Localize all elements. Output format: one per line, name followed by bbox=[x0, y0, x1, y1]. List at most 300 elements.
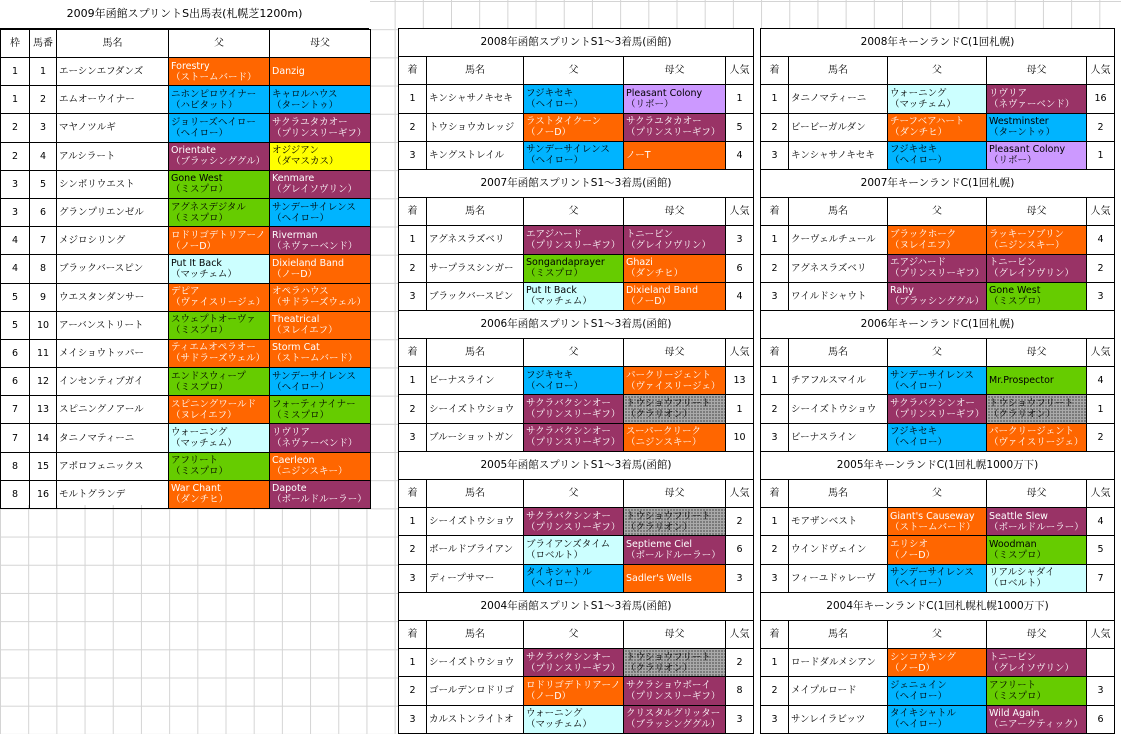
sire-cell bbox=[524, 113, 624, 141]
bms-cell-line-2: （ネヴァーベンド） bbox=[272, 438, 358, 450]
rank-cell: 2 bbox=[399, 113, 427, 141]
bms-cell-line-1: トニービン bbox=[989, 651, 1037, 663]
horse-name-cell: アポロフェニックス bbox=[57, 452, 169, 480]
horse-name-cell: インセンティブガイ bbox=[57, 368, 169, 396]
sire-cell-line-2: （ストームバード） bbox=[171, 71, 257, 83]
sire-cell bbox=[169, 396, 270, 424]
rank-cell: 3 bbox=[761, 705, 789, 733]
header-name: 馬名 bbox=[427, 198, 524, 226]
sire-cell-line-2: （ヌレイエフ） bbox=[890, 239, 956, 251]
sire-cell-line-1: ジェニュイン bbox=[890, 679, 947, 691]
section-title: 2004年函館スプリントS1～3着馬(函館) bbox=[399, 592, 754, 620]
bms-cell-line-1: Theatrical bbox=[272, 314, 320, 326]
bms-cell-line-1: パークリージェント bbox=[989, 426, 1075, 438]
rank-cell: 2 bbox=[761, 677, 789, 705]
sire-cell-line-1: Put It Back bbox=[171, 257, 222, 269]
sire-cell-line-1: ジョリーズヘイロー bbox=[171, 116, 256, 128]
table-row bbox=[761, 367, 1115, 395]
horse-name-cell: ビービーガルダン bbox=[789, 113, 888, 141]
table-row bbox=[1, 480, 371, 508]
sire-cell-line-2: （ミスプロ） bbox=[526, 268, 584, 280]
bms-cell-line-1: Danzig bbox=[272, 66, 305, 78]
bms-cell bbox=[270, 339, 371, 367]
horse-name-cell: ブラックバースピン bbox=[57, 255, 169, 283]
sire-cell-line-2: （プリンスリーギフ） bbox=[890, 268, 985, 280]
header-rank: 着 bbox=[399, 480, 427, 508]
bms-cell bbox=[270, 283, 371, 311]
horse-name-cell: タニノマティーニ bbox=[789, 85, 888, 113]
horse-name-cell: トウショウカレッジ bbox=[427, 113, 524, 141]
horse-name-cell: アーバンストリート bbox=[57, 311, 169, 339]
bms-cell-line-1: ラッキーソブリン bbox=[989, 228, 1065, 240]
bms-cell-line-2: （ボールドルーラー） bbox=[272, 494, 367, 506]
horse-name-cell: キンシャサノキセキ bbox=[789, 141, 888, 169]
sire-cell-line-2: （ミスプロ） bbox=[171, 325, 229, 337]
bms-cell bbox=[270, 142, 371, 170]
rank-cell: 2 bbox=[399, 395, 427, 423]
bms-cell-line-1: スーパークリーク bbox=[626, 426, 702, 438]
table-row bbox=[1, 424, 371, 452]
bms-cell-line-2: （クラリオン） bbox=[626, 662, 693, 674]
bms-cell-line-2: （ボールドルーラー） bbox=[989, 521, 1084, 533]
bms-cell bbox=[270, 424, 371, 452]
bms-cell-line-2: （ブラッシンググル） bbox=[626, 719, 721, 731]
table-row bbox=[399, 508, 754, 536]
sire-cell-line-2: （ヌレイエフ） bbox=[171, 409, 237, 421]
bms-cell-line-2: （プリンスリーギフ） bbox=[626, 690, 721, 702]
bms-cell bbox=[270, 227, 371, 255]
table-row bbox=[1, 86, 371, 114]
sire-cell-line-2: （ダンチヒ） bbox=[890, 127, 948, 139]
bms-cell bbox=[624, 677, 726, 705]
table-row bbox=[761, 423, 1115, 451]
rank-cell: 2 bbox=[399, 677, 427, 705]
bms-cell bbox=[624, 423, 726, 451]
popularity-cell: 4 bbox=[726, 282, 754, 310]
bms-cell-line-1: Dixieland Band bbox=[272, 257, 344, 269]
sire-cell-line-1: ラストタイクーン bbox=[526, 116, 602, 128]
sire-cell bbox=[169, 255, 270, 283]
bms-cell bbox=[624, 395, 726, 423]
sire-cell-line-1: タイキシャトル bbox=[526, 567, 593, 579]
sire-cell-line-2: （マッチェム） bbox=[890, 98, 956, 110]
horse-name-cell: クーヴェルチュール bbox=[789, 226, 888, 254]
bms-cell-line-1: Wild Again bbox=[989, 708, 1040, 720]
main-title: 2009年函館スプリントS出馬表(札幌芝1200m) bbox=[0, 0, 369, 29]
horse-name-cell: ブルーショットガン bbox=[427, 423, 524, 451]
horse-name-cell: シンボリウエスト bbox=[57, 170, 169, 198]
horse-name-cell: ディープサマー bbox=[427, 564, 524, 592]
popularity-cell: 2 bbox=[1087, 254, 1115, 282]
sire-cell-line-2: （プリンスリーギフ） bbox=[526, 521, 621, 533]
header-pop: 人気 bbox=[726, 339, 754, 367]
sire-cell bbox=[169, 142, 270, 170]
sire-cell-line-2: （ミスプロ） bbox=[171, 184, 229, 196]
bms-cell-line-1: キャロルハウス bbox=[272, 88, 338, 100]
bms-cell bbox=[624, 226, 726, 254]
umaban-cell: 5 bbox=[30, 170, 57, 198]
sire-cell-line-2: （ヘイロー） bbox=[890, 437, 948, 449]
sire-cell-line-2: （マッチェム） bbox=[171, 438, 237, 450]
bms-cell bbox=[987, 536, 1087, 564]
horse-name-cell: シーイズトウショウ bbox=[789, 395, 888, 423]
header-bms: 母父 bbox=[987, 198, 1087, 226]
bms-cell-line-2: （プリンスリーギフ） bbox=[626, 127, 721, 139]
bms-cell bbox=[987, 85, 1087, 113]
bms-cell bbox=[270, 114, 371, 142]
sire-cell bbox=[888, 367, 987, 395]
bms-cell-line-1: サクラショウボーイ bbox=[626, 679, 711, 691]
table-row bbox=[399, 141, 754, 169]
sire-cell-line-1: Orientate bbox=[171, 145, 217, 157]
bms-cell-line-2: （ヴァイスリージェ） bbox=[626, 380, 721, 392]
table-row bbox=[1, 311, 371, 339]
sire-cell-line-1: ウォーニング bbox=[890, 87, 947, 99]
bms-cell-line-1: ノーT bbox=[626, 149, 651, 161]
bms-cell bbox=[987, 423, 1087, 451]
header-sire: 父 bbox=[888, 620, 987, 648]
sire-cell-line-2: （ヘイロー） bbox=[890, 380, 948, 392]
sire-cell bbox=[888, 226, 987, 254]
rank-cell: 3 bbox=[399, 141, 427, 169]
bms-cell-line-2: （グレイソヴリン） bbox=[272, 184, 358, 196]
header-name: 馬名 bbox=[57, 30, 169, 58]
section-title-row bbox=[399, 29, 754, 57]
rank-cell: 1 bbox=[761, 649, 789, 677]
sire-cell-line-2: （マッチェム） bbox=[171, 268, 237, 280]
bms-cell-line-1: Seattle Slew bbox=[989, 510, 1048, 522]
sire-cell-line-2: （ヴァイスリージェ） bbox=[171, 297, 266, 309]
bms-cell-line-1: Dixieland Band bbox=[626, 285, 698, 297]
header-name: 馬名 bbox=[427, 339, 524, 367]
waku-cell: 6 bbox=[1, 339, 30, 367]
bms-cell-line-1: Pleasant Colony bbox=[626, 87, 703, 99]
header-name: 馬名 bbox=[789, 620, 888, 648]
header-sire: 父 bbox=[524, 620, 624, 648]
table-row bbox=[1, 58, 371, 86]
bms-cell-line-2: （ノーD） bbox=[272, 268, 318, 280]
bms-cell bbox=[624, 367, 726, 395]
bms-cell-line-2: （ダンチヒ） bbox=[626, 268, 684, 280]
sire-cell-line-2: （ヘイロー） bbox=[171, 127, 229, 139]
section-title-row bbox=[761, 451, 1115, 479]
sire-cell-line-1: ティエムオペラオー bbox=[171, 342, 256, 354]
bms-cell bbox=[270, 58, 371, 86]
table-row bbox=[399, 113, 754, 141]
popularity-cell: 1 bbox=[1087, 141, 1115, 169]
bms-cell-line-2: （ヘイロー） bbox=[272, 381, 330, 393]
bms-cell-line-2: （クラリオン） bbox=[626, 409, 693, 421]
sire-cell-line-2: （プリンスリーギフ） bbox=[526, 409, 621, 421]
horse-name-cell: スピニングノアール bbox=[57, 396, 169, 424]
sire-cell-line-1: アグネスデジタル bbox=[171, 201, 246, 213]
rank-cell: 3 bbox=[399, 705, 427, 733]
section-title-row bbox=[399, 451, 754, 479]
popularity-cell: 16 bbox=[1087, 85, 1115, 113]
popularity-cell: 1 bbox=[726, 395, 754, 423]
section-header-row bbox=[399, 620, 754, 648]
section-title: 2005年函館スプリントS1～3着馬(函館) bbox=[399, 451, 754, 479]
header-rank: 着 bbox=[399, 57, 427, 85]
header-bms: 母父 bbox=[624, 480, 726, 508]
header-sire: 父 bbox=[524, 339, 624, 367]
horse-name-cell: シーイズトウショウ bbox=[427, 508, 524, 536]
table-row bbox=[1, 339, 371, 367]
horse-name-cell: タニノマティーニ bbox=[57, 424, 169, 452]
sire-cell-line-1: サンデーサイレンス bbox=[526, 144, 610, 156]
rank-cell: 2 bbox=[761, 536, 789, 564]
sire-cell bbox=[169, 339, 270, 367]
waku-cell: 5 bbox=[1, 283, 30, 311]
bms-cell-line-1: オペラハウス bbox=[272, 286, 329, 298]
bms-cell bbox=[624, 85, 726, 113]
horse-name-cell: エムオーウイナー bbox=[57, 86, 169, 114]
bms-cell-line-1: トウショウフリート bbox=[626, 651, 711, 663]
header-sire: 父 bbox=[524, 480, 624, 508]
table-row bbox=[1, 227, 371, 255]
table-row bbox=[761, 649, 1115, 677]
table-row bbox=[1, 142, 371, 170]
bms-cell-line-1: Pleasant Colony bbox=[989, 144, 1066, 156]
header-rank: 着 bbox=[761, 480, 789, 508]
bms-cell-line-2: （ダマスカス） bbox=[272, 156, 339, 168]
horse-name-cell: キンシャサノキセキ bbox=[427, 85, 524, 113]
bms-cell bbox=[624, 508, 726, 536]
bms-cell-line-2: （ネヴァーベンド） bbox=[989, 98, 1075, 110]
section-title: 2008年函館スプリントS1～3着馬(函館) bbox=[399, 29, 754, 57]
sire-cell bbox=[169, 114, 270, 142]
umaban-cell: 9 bbox=[30, 283, 57, 311]
popularity-cell: 4 bbox=[1087, 508, 1115, 536]
section-header-row bbox=[761, 198, 1115, 226]
table-row bbox=[399, 226, 754, 254]
sire-cell-line-2: （プリンスリーギフ） bbox=[526, 662, 621, 674]
bms-cell-line-2: （ストームバード） bbox=[272, 353, 358, 365]
header-pop: 人気 bbox=[1087, 57, 1115, 85]
sire-cell-line-1: デピア bbox=[171, 286, 200, 298]
umaban-cell: 2 bbox=[30, 86, 57, 114]
section-title: 2004年キーンランドC(1回札幌札幌1000万下) bbox=[761, 592, 1115, 620]
horse-name-cell: ロードダルメシアン bbox=[789, 649, 888, 677]
rank-cell: 1 bbox=[399, 649, 427, 677]
horse-name-cell: メジロシリング bbox=[57, 227, 169, 255]
popularity-cell: 13 bbox=[726, 367, 754, 395]
sire-cell-line-2: （ストームバード） bbox=[890, 521, 976, 533]
bms-cell bbox=[987, 367, 1087, 395]
bms-cell-line-1: トウショウフリート bbox=[626, 398, 711, 410]
rank-cell: 3 bbox=[761, 423, 789, 451]
bms-cell-line-1: サンデーサイレンス bbox=[272, 201, 356, 213]
table-row bbox=[399, 254, 754, 282]
section-header-row bbox=[761, 480, 1115, 508]
rank-cell: 2 bbox=[761, 113, 789, 141]
header-rank: 着 bbox=[399, 198, 427, 226]
bms-cell-line-1: サクラユタカオー bbox=[626, 116, 702, 128]
section-title: 2007年函館スプリントS1～3着馬(函館) bbox=[399, 169, 754, 197]
sire-cell-line-2: （ミスプロ） bbox=[171, 466, 229, 478]
header-pop: 人気 bbox=[726, 620, 754, 648]
rank-cell: 3 bbox=[399, 423, 427, 451]
section-title-row bbox=[399, 592, 754, 620]
header-rank: 着 bbox=[399, 339, 427, 367]
sire-cell-line-2: （ヘイロー） bbox=[890, 155, 948, 167]
section-title-row bbox=[399, 169, 754, 197]
rank-cell: 1 bbox=[761, 367, 789, 395]
section-title-row bbox=[761, 592, 1115, 620]
sire-cell-line-1: フジキセキ bbox=[890, 144, 938, 156]
popularity-cell: 6 bbox=[726, 254, 754, 282]
horse-name-cell: マヤノツルギ bbox=[57, 114, 169, 142]
umaban-cell: 10 bbox=[30, 311, 57, 339]
table-row bbox=[1, 114, 371, 142]
sire-cell-line-2: （ヘイロー） bbox=[890, 690, 948, 702]
bms-cell bbox=[624, 282, 726, 310]
sire-cell-line-1: ウォーニング bbox=[526, 708, 583, 720]
rank-cell: 2 bbox=[761, 395, 789, 423]
table-row bbox=[761, 85, 1115, 113]
header-name: 馬名 bbox=[789, 198, 888, 226]
bms-cell-line-2: （ヌレイエフ） bbox=[272, 325, 338, 337]
sire-cell bbox=[524, 677, 624, 705]
table-row bbox=[399, 536, 754, 564]
bms-cell bbox=[624, 564, 726, 592]
umaban-cell: 6 bbox=[30, 198, 57, 226]
bms-cell bbox=[987, 113, 1087, 141]
header-pop: 人気 bbox=[1087, 339, 1115, 367]
bms-cell bbox=[270, 452, 371, 480]
sire-cell-line-1: シンコウキング bbox=[890, 651, 956, 663]
section-title: 2005年キーンランドC(1回札幌1000万下) bbox=[761, 451, 1115, 479]
bms-cell bbox=[270, 86, 371, 114]
umaban-cell: 11 bbox=[30, 339, 57, 367]
table-row bbox=[1, 396, 371, 424]
sire-cell bbox=[169, 311, 270, 339]
waku-cell: 2 bbox=[1, 114, 30, 142]
sire-cell-line-1: War Chant bbox=[171, 483, 221, 495]
horse-name-cell: ボールドブライアン bbox=[427, 536, 524, 564]
header-name: 馬名 bbox=[427, 57, 524, 85]
table-row bbox=[761, 677, 1115, 705]
sire-cell bbox=[888, 508, 987, 536]
table-row bbox=[761, 113, 1115, 141]
sire-cell-line-1: チーフベアハート bbox=[890, 116, 965, 128]
section-title-row bbox=[761, 29, 1115, 57]
bms-cell-line-2: （ネヴァーベンド） bbox=[272, 240, 358, 252]
rank-cell: 3 bbox=[399, 564, 427, 592]
horse-name-cell: シーイズトウショウ bbox=[427, 395, 524, 423]
header-bms: 母父 bbox=[624, 620, 726, 648]
bms-cell-line-1: Storm Cat bbox=[272, 342, 320, 354]
bms-cell-line-1: サクラユタカオー bbox=[272, 116, 348, 128]
header-name: 馬名 bbox=[789, 57, 888, 85]
header-name: 馬名 bbox=[427, 620, 524, 648]
popularity-cell: 1 bbox=[1087, 395, 1115, 423]
bms-cell bbox=[624, 141, 726, 169]
bms-cell-line-1: Ghazi bbox=[626, 257, 653, 269]
header-bms: 母父 bbox=[624, 57, 726, 85]
section-header-row bbox=[761, 57, 1115, 85]
sire-cell-line-1: スピニングワールド bbox=[171, 398, 257, 410]
horse-name-cell: ワイルドシャウト bbox=[789, 282, 888, 310]
rank-cell: 3 bbox=[761, 282, 789, 310]
sire-cell bbox=[524, 536, 624, 564]
header-sire: 父 bbox=[524, 198, 624, 226]
umaban-cell: 12 bbox=[30, 368, 57, 396]
header-bms: 母父 bbox=[624, 198, 726, 226]
bms-cell bbox=[987, 226, 1087, 254]
sire-cell-line-2: （ヘイロー） bbox=[890, 719, 948, 731]
right_sections-table bbox=[760, 28, 1115, 734]
sire-cell bbox=[169, 227, 270, 255]
popularity-cell: 2 bbox=[1087, 113, 1115, 141]
table-row bbox=[761, 564, 1115, 592]
sire-cell-line-1: エアジハード bbox=[526, 228, 582, 240]
bms-cell bbox=[987, 282, 1087, 310]
header-rank: 着 bbox=[761, 339, 789, 367]
bms-cell-line-1: リヴリア bbox=[989, 87, 1028, 99]
sire-cell bbox=[524, 649, 624, 677]
table-row bbox=[1, 170, 371, 198]
waku-cell: 3 bbox=[1, 198, 30, 226]
header-sire: 父 bbox=[888, 480, 987, 508]
bms-cell-line-2: （クラリオン） bbox=[989, 409, 1056, 421]
sire-cell-line-2: （ヘイロー） bbox=[526, 98, 584, 110]
bms-cell-line-1: Gone West bbox=[989, 285, 1041, 297]
bms-cell bbox=[987, 254, 1087, 282]
sire-cell-line-1: Giant's Causeway bbox=[890, 510, 975, 522]
bms-cell bbox=[987, 677, 1087, 705]
umaban-cell: 13 bbox=[30, 396, 57, 424]
sire-cell-line-2: （ハビタット） bbox=[171, 99, 238, 111]
sire-cell bbox=[524, 564, 624, 592]
section-title-row bbox=[399, 310, 754, 338]
header-rank: 着 bbox=[761, 620, 789, 648]
bms-cell-line-2: （クラリオン） bbox=[626, 521, 693, 533]
sire-cell-line-2: （ダンチヒ） bbox=[171, 494, 229, 506]
rank-cell: 2 bbox=[761, 254, 789, 282]
sire-cell bbox=[524, 254, 624, 282]
sire-cell-line-1: ブライアンズタイム bbox=[526, 538, 611, 550]
bms-cell-line-2: （ターントゥ） bbox=[272, 99, 339, 111]
keeneland-results-column bbox=[760, 28, 1121, 734]
popularity-cell bbox=[1087, 649, 1115, 677]
bms-cell-line-2: （ニジンスキー） bbox=[272, 466, 348, 478]
sire-cell-line-2: （ヘイロー） bbox=[526, 380, 584, 392]
bms-cell-line-1: トニービン bbox=[626, 228, 674, 240]
header-pop: 人気 bbox=[726, 480, 754, 508]
bms-cell-line-1: クリスタルグリッター bbox=[626, 708, 721, 720]
sire-cell bbox=[524, 226, 624, 254]
horse-name-cell: モルトグランデ bbox=[57, 480, 169, 508]
sire-cell-line-2: （ミスプロ） bbox=[171, 212, 229, 224]
waku-cell: 8 bbox=[1, 480, 30, 508]
waku-cell: 3 bbox=[1, 170, 30, 198]
waku-cell: 7 bbox=[1, 396, 30, 424]
popularity-cell: 6 bbox=[1087, 705, 1115, 733]
header-bms: 母父 bbox=[624, 339, 726, 367]
sire-cell-line-2: （プリンスリーギフ） bbox=[526, 239, 621, 251]
sire-cell-line-1: タイキシャトル bbox=[890, 708, 957, 720]
table-row bbox=[1, 198, 371, 226]
horse-name-cell: ビーナスライン bbox=[427, 367, 524, 395]
waku-cell: 5 bbox=[1, 311, 30, 339]
table-row bbox=[761, 141, 1115, 169]
header-name: 馬名 bbox=[789, 480, 888, 508]
sire-cell bbox=[888, 423, 987, 451]
bms-cell-line-2: （グレイソヴリン） bbox=[989, 268, 1075, 280]
bms-cell bbox=[270, 311, 371, 339]
sire-cell-line-1: ロドリゴデトリアーノ bbox=[526, 679, 621, 691]
